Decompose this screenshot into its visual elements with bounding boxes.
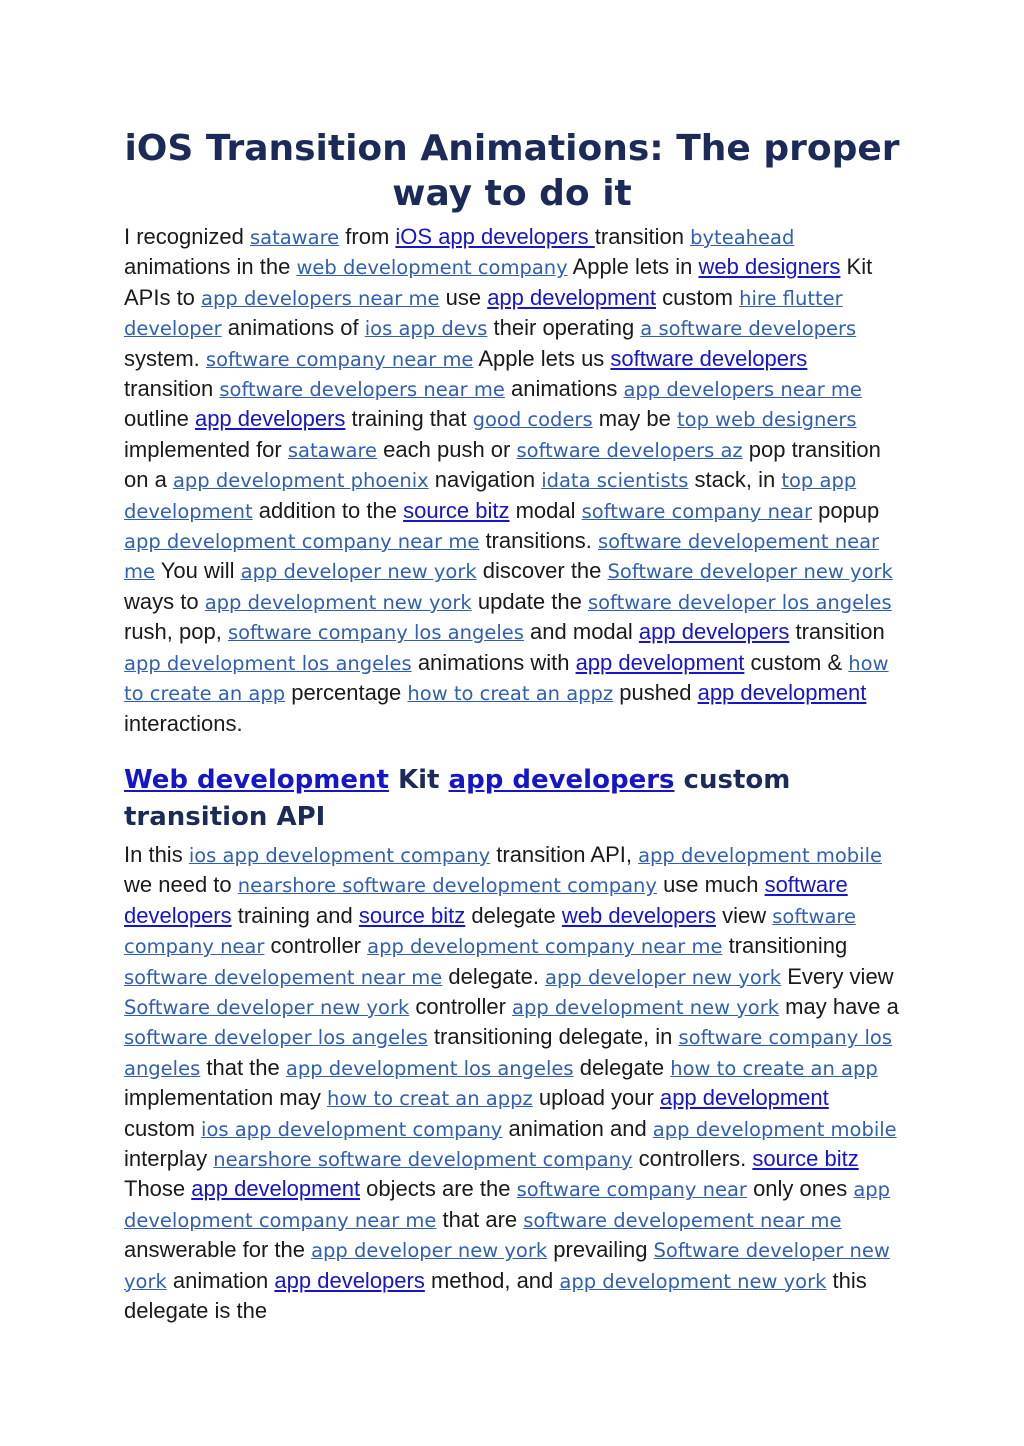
inline-link[interactable]: how to creat an appz <box>407 682 614 706</box>
text-run: Apple lets in <box>567 254 699 280</box>
inline-link[interactable]: source bitz <box>403 497 510 523</box>
inline-link[interactable]: app development <box>575 649 745 675</box>
inline-link[interactable]: idata scientists <box>541 469 689 493</box>
inline-link[interactable]: app developers <box>638 619 790 645</box>
inline-link[interactable]: ios app development company <box>188 843 491 867</box>
inline-link[interactable]: how to create an app <box>670 1056 878 1080</box>
text-run: You will <box>155 558 241 584</box>
inline-link[interactable]: software developement near me <box>523 1208 842 1232</box>
inline-link[interactable]: app development <box>697 680 867 706</box>
text-run: stack, in <box>688 467 782 493</box>
inline-link[interactable]: a software developers <box>640 317 857 341</box>
text-run: implemented for <box>124 436 288 462</box>
text-run: ways to <box>124 588 205 614</box>
text-run: from <box>339 224 396 249</box>
text-run: system. <box>124 345 206 371</box>
text-run: this delegate is the <box>124 1267 867 1323</box>
inline-link[interactable]: iOS app developers <box>395 224 595 249</box>
text-run: Every view <box>781 963 894 989</box>
text-run: rush, pop, <box>124 619 228 645</box>
text-run: we need to <box>124 872 238 898</box>
text-run: prevailing <box>547 1237 654 1263</box>
inline-link[interactable]: web developers <box>561 902 716 928</box>
text-run: training and <box>231 902 359 928</box>
text-run: navigation <box>428 467 542 493</box>
inline-link[interactable]: source bitz <box>752 1145 859 1171</box>
inline-link[interactable]: app development phoenix <box>172 469 429 493</box>
text-run: Those <box>124 1176 192 1202</box>
inline-link[interactable]: software company near <box>124 904 856 959</box>
inline-link[interactable]: software company los angeles <box>124 1026 893 1080</box>
text-run: Apple lets us <box>473 345 611 371</box>
inline-link[interactable]: app development mobile <box>652 1117 897 1141</box>
inline-link[interactable]: software developers az <box>516 438 743 462</box>
document-page <box>124 126 900 1325</box>
inline-link[interactable]: top app development <box>124 469 857 523</box>
inline-link[interactable]: good coders <box>472 408 593 432</box>
text-run: implementation may <box>124 1085 327 1111</box>
text-run: In this <box>124 841 189 867</box>
text-run: custom <box>655 284 740 310</box>
text-run: and modal <box>523 619 639 645</box>
text-run: animation <box>166 1267 275 1293</box>
inline-link[interactable]: hire flutter developer <box>124 286 843 341</box>
inline-link[interactable]: app development new york <box>512 995 780 1019</box>
text-run: percentage <box>285 680 408 706</box>
text-run: transition <box>594 224 691 249</box>
text-run: animations <box>504 376 624 402</box>
text-run: I recognized <box>124 224 250 249</box>
inline-link[interactable]: Software developer new york <box>124 1239 890 1293</box>
inline-link[interactable]: nearshore software development company <box>237 874 657 898</box>
inline-link[interactable]: how to creat an appz <box>326 1087 533 1111</box>
text-run: animation and <box>502 1115 653 1141</box>
inline-link[interactable]: app development new york <box>559 1269 827 1293</box>
text-run: custom transition API <box>124 764 791 832</box>
inline-link[interactable]: Web development <box>124 764 389 795</box>
text-run: transition API, <box>490 841 639 867</box>
inline-link[interactable]: source bitz <box>358 902 466 928</box>
text-run: popup <box>811 497 880 523</box>
inline-link[interactable]: nearshore software development company <box>213 1147 633 1171</box>
inline-link[interactable]: app development <box>659 1085 829 1111</box>
section-paragraph <box>124 840 900 1326</box>
text-run: addition to the <box>252 497 404 523</box>
inline-link[interactable]: app development company near me <box>367 935 723 959</box>
text-run: that are <box>436 1206 524 1232</box>
text-run: delegate. <box>442 963 546 989</box>
text-run: each push or <box>377 436 517 462</box>
text-run: modal <box>509 497 582 523</box>
text-run: controller <box>264 933 368 959</box>
inline-link[interactable]: app developers <box>448 764 675 795</box>
inline-link[interactable]: software developers near me <box>219 378 505 402</box>
inline-link[interactable]: app development los angeles <box>124 651 412 675</box>
section-heading <box>124 762 900 836</box>
inline-link[interactable]: software developement near me <box>124 530 880 584</box>
inline-link[interactable]: software developer los angeles <box>587 590 892 614</box>
text-run: only ones <box>746 1176 854 1202</box>
inline-link[interactable]: app development <box>487 284 656 310</box>
inline-link[interactable]: top web designers <box>677 408 857 432</box>
inline-link[interactable]: software developers <box>124 872 848 928</box>
text-run: delegate <box>573 1054 671 1080</box>
text-run: method, and <box>424 1267 560 1293</box>
text-run: pushed <box>613 680 698 706</box>
inline-link[interactable]: app developer new york <box>311 1239 548 1263</box>
inline-link[interactable]: web development company <box>296 256 568 280</box>
text-run: custom <box>124 1115 202 1141</box>
text-run: Kit <box>388 764 449 795</box>
text-run: custom & <box>744 649 849 675</box>
text-run: animations with <box>411 649 576 675</box>
text-run: may be <box>592 406 677 432</box>
text-run: interactions. <box>124 710 243 736</box>
inline-link[interactable]: app developer new york <box>240 560 477 584</box>
inline-link[interactable]: Software developer new york <box>607 560 893 584</box>
inline-link[interactable]: ios app devs <box>364 317 488 341</box>
text-run: transitioning delegate, in <box>427 1024 679 1050</box>
text-run: use much <box>656 872 765 898</box>
text-run: that the <box>200 1054 286 1080</box>
inline-link[interactable]: software developers <box>610 345 808 371</box>
text-run: use <box>439 284 488 310</box>
text-run: outline <box>124 406 195 432</box>
page-title: iOS Transition Animations: The proper way to do it <box>124 128 900 214</box>
text-run: objects are the <box>360 1176 517 1202</box>
text-run: transitioning <box>722 933 848 959</box>
inline-link[interactable]: byteahead <box>690 226 795 249</box>
text-run: transition <box>124 376 220 402</box>
text-run: pop transition on a <box>124 436 881 493</box>
text-run: transitions. <box>479 528 598 554</box>
inline-link[interactable]: app development new york <box>204 590 472 614</box>
inline-link[interactable]: app developer new york <box>545 965 782 989</box>
inline-link[interactable]: software company near <box>581 499 812 523</box>
text-run: controller <box>409 993 513 1019</box>
inline-link[interactable]: software company near me <box>205 347 474 371</box>
text-run: answerable for the <box>124 1237 312 1263</box>
text-run: discover the <box>476 558 608 584</box>
text-run: delegate <box>465 902 562 928</box>
inline-link[interactable]: sataware <box>287 438 378 462</box>
inline-link[interactable]: Software developer new york <box>124 995 410 1019</box>
text-run: update the <box>471 588 588 614</box>
inline-link[interactable]: app developers <box>194 406 346 432</box>
inline-link[interactable]: web designers <box>698 254 841 280</box>
inline-link[interactable]: how to create an app <box>124 651 889 706</box>
text-run: their operating <box>487 315 641 341</box>
text-run: interplay <box>124 1145 214 1171</box>
inline-link[interactable]: software company near <box>516 1178 747 1202</box>
inline-link[interactable]: app developers near me <box>201 286 440 310</box>
inline-link[interactable]: app development <box>191 1176 361 1202</box>
text-run: animations of <box>221 315 365 341</box>
inline-link[interactable]: app developers <box>274 1267 425 1293</box>
inline-link[interactable]: app development company near me <box>124 1178 891 1232</box>
inline-link[interactable]: app developers near me <box>623 378 862 402</box>
text-run: view <box>715 902 773 928</box>
text-run: Kit APIs to <box>124 254 873 310</box>
inline-link[interactable]: app development company near me <box>124 530 480 554</box>
text-run: animations in the <box>124 254 297 280</box>
text-run: transition <box>789 619 885 645</box>
text-run: training that <box>345 406 473 432</box>
inline-link[interactable]: ios app development company <box>201 1117 503 1141</box>
text-run: controllers. <box>632 1145 753 1171</box>
text-run: may have a <box>779 993 899 1019</box>
inline-link[interactable]: app development mobile <box>638 843 882 867</box>
text-run: upload your <box>532 1085 660 1111</box>
inline-link[interactable]: software developement near me <box>124 965 443 989</box>
inline-link[interactable]: app development los angeles <box>285 1056 574 1080</box>
inline-link[interactable]: sataware <box>249 226 340 249</box>
inline-link[interactable]: software company los angeles <box>227 621 524 645</box>
intro-paragraph <box>124 222 900 738</box>
inline-link[interactable]: software developer los angeles <box>124 1026 428 1050</box>
